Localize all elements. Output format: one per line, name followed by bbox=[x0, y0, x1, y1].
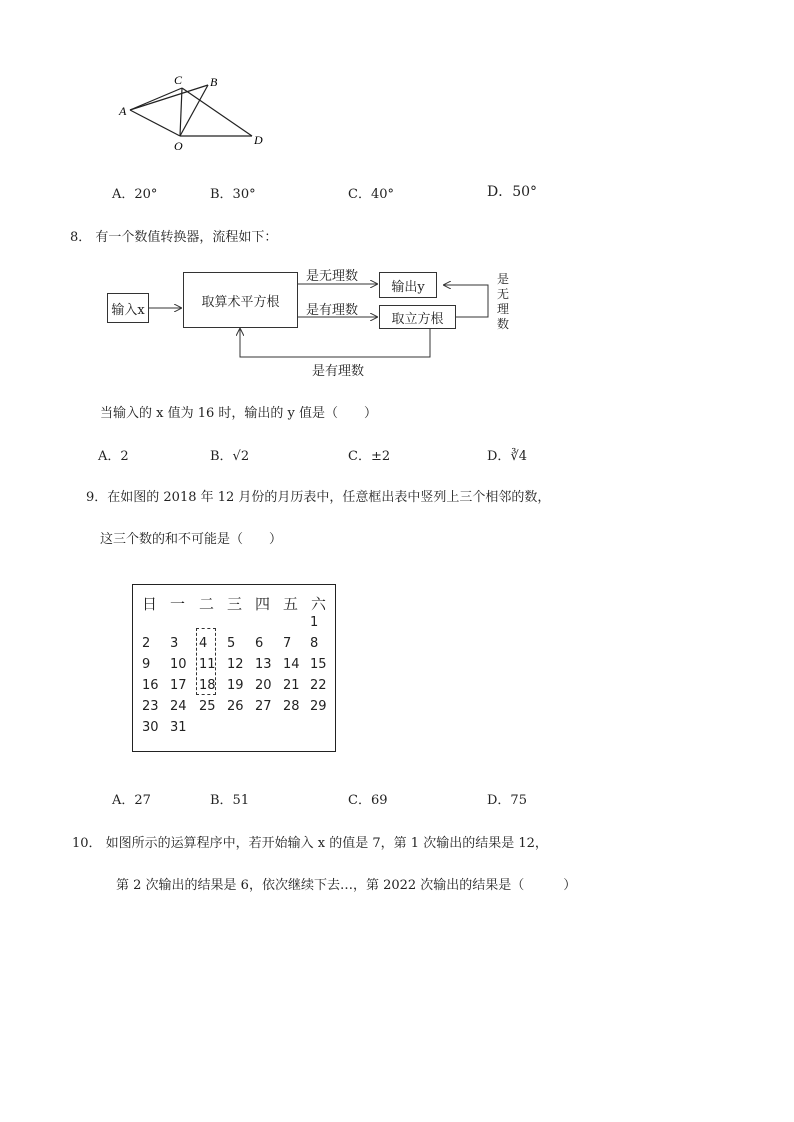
point-label-o: O bbox=[174, 139, 183, 153]
calendar-cell: 24 bbox=[170, 699, 187, 714]
calendar-cell: 1 bbox=[310, 615, 319, 630]
flow-sqrt-box: 取算术平方根 bbox=[183, 272, 298, 328]
calendar-cell: 30 bbox=[142, 720, 159, 735]
flow-label-irrational-side: 是无理数 bbox=[497, 272, 510, 331]
calendar-cell: 29 bbox=[310, 699, 327, 714]
q9-option-d[interactable]: D．75 bbox=[487, 793, 527, 808]
calendar-cell: 18 bbox=[199, 678, 216, 693]
calendar-cell: 10 bbox=[170, 657, 187, 672]
q8-option-d[interactable]: D．∛4 bbox=[487, 449, 527, 464]
calendar-cell: 31 bbox=[170, 720, 187, 735]
calendar-header-tue: 二 bbox=[199, 595, 215, 613]
q9-stem-line1: 9．在如图的 2018 年 12 月份的月历表中，任意框出表中竖列上三个相邻的数， bbox=[86, 490, 551, 505]
calendar-cell: 8 bbox=[310, 636, 319, 651]
q8-stem: 8． 有一个数值转换器，流程如下： bbox=[70, 230, 278, 245]
q7-option-b[interactable]: B．30° bbox=[210, 187, 256, 202]
point-label-d: D bbox=[254, 133, 263, 147]
q8-option-c[interactable]: C．±2 bbox=[348, 449, 391, 464]
calendar-cell: 9 bbox=[142, 657, 151, 672]
calendar-cell: 14 bbox=[283, 657, 300, 672]
calendar-cell: 19 bbox=[227, 678, 244, 693]
point-label-c: C bbox=[174, 73, 183, 87]
calendar-header-wed: 三 bbox=[227, 595, 243, 613]
calendar-cell: 7 bbox=[283, 636, 292, 651]
q7-option-d[interactable]: D．50° bbox=[487, 184, 538, 200]
calendar-cell: 17 bbox=[170, 678, 187, 693]
calendar-cell: 5 bbox=[227, 636, 236, 651]
calendar-cell: 25 bbox=[199, 699, 216, 714]
q7-option-c[interactable]: C．40° bbox=[348, 187, 394, 202]
calendar-cell: 4 bbox=[199, 636, 208, 651]
calendar-cell: 3 bbox=[170, 636, 179, 651]
calendar-cell: 22 bbox=[310, 678, 327, 693]
q7-option-a[interactable]: A．20° bbox=[112, 187, 158, 202]
calendar-cell: 27 bbox=[255, 699, 272, 714]
q8-option-a[interactable]: A．2 bbox=[98, 449, 129, 464]
q9-stem-line2: 这三个数的和不可能是（ ） bbox=[100, 532, 283, 547]
arrow-cuberoot-loop bbox=[240, 327, 430, 357]
calendar-cell: 2 bbox=[142, 636, 151, 651]
calendar-cell: 11 bbox=[199, 657, 216, 672]
calendar-cell: 16 bbox=[142, 678, 159, 693]
calendar-cell: 21 bbox=[283, 678, 300, 693]
q10-line2: 第 2 次输出的结果是 6，依次继续下去…，第 2022 次输出的结果是（ ） bbox=[116, 878, 577, 893]
flow-label-irrational-top: 是无理数 bbox=[306, 269, 359, 284]
calendar-cell: 6 bbox=[255, 636, 264, 651]
flow-input-box: 输入x bbox=[107, 293, 149, 323]
calendar-cell: 26 bbox=[227, 699, 244, 714]
q9-option-c[interactable]: C．69 bbox=[348, 793, 388, 808]
calendar-cell: 15 bbox=[310, 657, 327, 672]
q10-line1: 10． 如图所示的运算程序中，若开始输入 x 的值是 7，第 1 次输出的结果是 12， bbox=[72, 836, 548, 851]
calendar-cell: 23 bbox=[142, 699, 159, 714]
point-label-b: B bbox=[210, 75, 218, 89]
flow-cuberoot-box: 取立方根 bbox=[379, 305, 456, 329]
calendar-cell: 13 bbox=[255, 657, 272, 672]
calendar-header-mon: 一 bbox=[170, 595, 186, 613]
q9-option-a[interactable]: A．27 bbox=[112, 793, 151, 808]
flow-label-rational-mid: 是有理数 bbox=[306, 303, 359, 318]
flow-output-box: 输出y bbox=[379, 272, 437, 298]
q8-question: 当输入的 x 值为 16 时，输出的 y 值是（ ） bbox=[100, 406, 378, 421]
flow-label-rational-bottom: 是有理数 bbox=[312, 364, 365, 379]
calendar-header-thu: 四 bbox=[255, 595, 271, 613]
q9-option-b[interactable]: B．51 bbox=[210, 793, 250, 808]
calendar-header-fri: 五 bbox=[283, 595, 299, 613]
calendar-cell: 28 bbox=[283, 699, 300, 714]
point-label-a: A bbox=[119, 104, 127, 118]
calendar-cell: 20 bbox=[255, 678, 272, 693]
calendar-header-sun: 日 bbox=[142, 595, 158, 613]
calendar-cell: 12 bbox=[227, 657, 244, 672]
calendar-header-sat: 六 bbox=[311, 595, 327, 613]
flowchart-connectors bbox=[0, 0, 794, 400]
q8-option-b[interactable]: B．√2 bbox=[210, 449, 250, 464]
